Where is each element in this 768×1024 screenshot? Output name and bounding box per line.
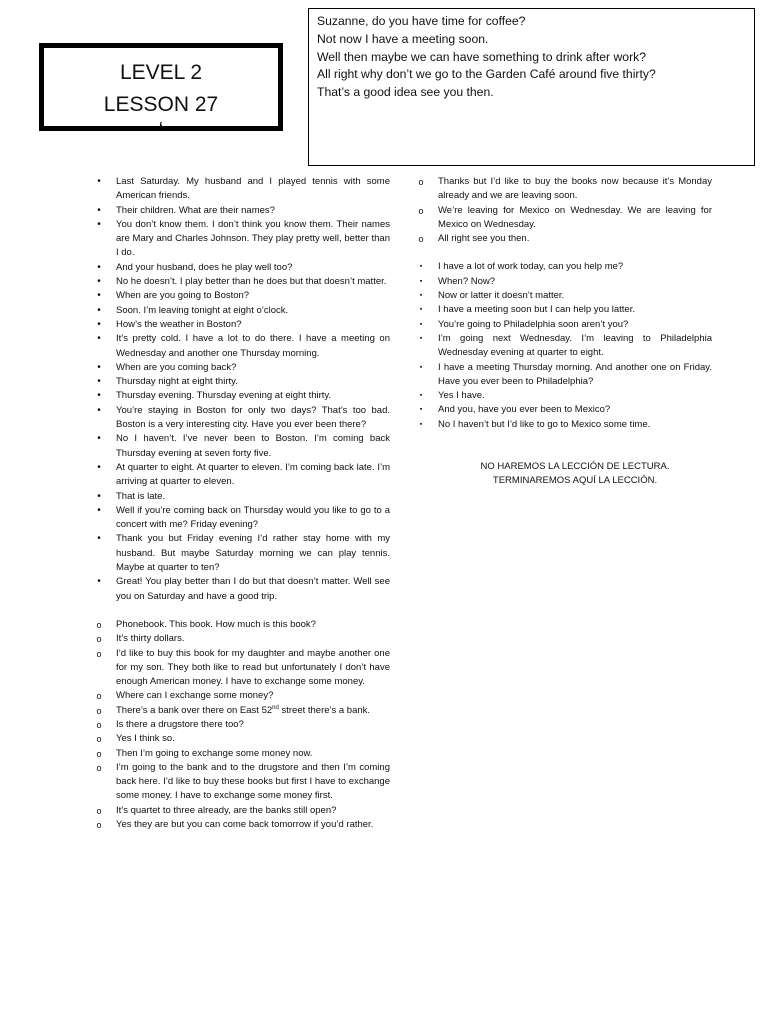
list-item: o Thanks but I’d like to buy the books now because it’s Monday already and we are leaving soon.: [414, 175, 712, 204]
circle-marker: o: [96, 691, 102, 702]
list-item: • Soon. I’m leaving tonight at eight o’clock.: [92, 304, 390, 318]
bullet-marker: •: [97, 404, 101, 416]
bullet-marker: •: [97, 433, 101, 445]
intro-line: Well then maybe we can have something to drink after work?: [317, 49, 647, 64]
bullet-marker: •: [97, 261, 101, 273]
list-item: • You don’t know them. I don’t think you know them. Their names are Mary and Charles Johnson. They play pretty well, better than I do.: [92, 218, 390, 261]
list-item: • It’s pretty cold. I have a lot to do there. I have a meeting on Wednesday and another one Thursday morning.: [92, 332, 390, 361]
bullet-marker: •: [97, 461, 101, 473]
intro-line: That’s a good idea see you then.: [317, 85, 494, 100]
lesson-heading: LESSON 27: [103, 93, 219, 116]
list-item: o I’m going to the bank and to the drugstore and then I’m coming back here. I’d like to buy these books but first I have to exchange some money. I have to exchange some money first.: [92, 761, 390, 804]
circle-marker: o: [418, 205, 424, 216]
list-item: o There’s a bank over there on East 52nd street there’s a bank.: [92, 704, 390, 718]
square-marker: ▪: [419, 334, 423, 342]
list-item: ▪ I have a lot of work today, can you help me?: [414, 260, 712, 274]
list-item: ▪ Now or latter it doesn’t matter.: [414, 289, 712, 303]
circle-marker: o: [96, 705, 102, 716]
books-dialog-list: [92, 618, 390, 832]
bullet-marker: •: [97, 290, 101, 302]
list-item: • Last Saturday. My husband and I played tennis with some American friends.: [92, 175, 390, 204]
circle-marker: o: [418, 177, 424, 187]
lesson-title-box: [39, 43, 283, 131]
list-item: • That is late.: [92, 490, 390, 504]
list-item: o Yes they are but you can come back tomorrow if you’d rather.: [92, 818, 390, 832]
intro-line: All right why don’t we go to the Garden Café around five thirty?: [317, 67, 656, 82]
list-item: • Their children. What are their names?: [92, 204, 390, 218]
list-item: o Then I’m going to exchange some money now.: [92, 747, 390, 761]
philadelphia-dialog-list: [414, 260, 712, 432]
list-item: o Phonebook. This book. How much is this book?: [92, 618, 390, 632]
square-marker: ▪: [419, 263, 423, 271]
closing-note: [414, 460, 712, 489]
list-item: • When are you coming back?: [92, 361, 390, 375]
square-marker: ▪: [419, 292, 423, 300]
circle-marker: o: [96, 734, 102, 745]
list-item: o Is there a drugstore there too?: [92, 718, 390, 732]
list-item: ▪ When? Now?: [414, 275, 712, 289]
bullet-marker: •: [97, 390, 101, 402]
intro-dialog-box: [308, 8, 755, 166]
left-column: [92, 175, 390, 832]
bullet-marker: •: [97, 376, 101, 388]
bullet-marker: •: [97, 304, 101, 316]
bullet-marker: •: [97, 276, 101, 288]
intro-line: Not now I have a meeting soon.: [317, 31, 489, 46]
list-item: • No he doesn’t. I play better than he does but that doesn’t matter.: [92, 275, 390, 289]
list-item: • When are you going to Boston?: [92, 289, 390, 303]
circle-marker: o: [96, 820, 102, 831]
circle-marker: o: [96, 805, 102, 816]
list-item: ▪ No I haven’t but I’d like to go to Mexico some time.: [414, 418, 712, 432]
list-item: • Well if you’re coming back on Thursday would you like to go to a concert with me? Friday evening?: [92, 504, 390, 533]
circle-marker: o: [96, 634, 102, 645]
closing-note-line: NO HAREMOS LA LECCIÓN DE LECTURA.: [480, 461, 670, 473]
bullet-marker: •: [97, 318, 101, 330]
circle-marker: o: [96, 748, 102, 759]
circle-marker: o: [96, 619, 102, 630]
list-item: • Thursday evening. Thursday evening at eight thirty.: [92, 389, 390, 403]
list-item: • Great! You play better than I do but that doesn’t matter. Well see you on Saturday and have a good trip.: [92, 575, 390, 604]
list-item: o All right see you then.: [414, 232, 712, 246]
square-marker: ▪: [419, 392, 423, 400]
list-item: o Where can I exchange some money?: [92, 689, 390, 703]
circle-marker: o: [96, 719, 102, 730]
list-item: • No I haven’t. I’ve never been to Boston. I’m coming back Thursday evening at seven forty five.: [92, 432, 390, 461]
list-item: • Thursday night at eight thirty.: [92, 375, 390, 389]
closing-note-line: TERMINAREMOS AQUÍ LA LECCIÓN.: [492, 475, 658, 487]
list-item: ▪ I have a meeting Thursday morning. And another one on Friday. Have you ever been to Philadelphia?: [414, 361, 712, 390]
list-item: • You’re staying in Boston for only two days? That’s too bad. Boston is a very interesting city. Have you ever been there?: [92, 404, 390, 433]
list-item: • And your husband, does he play well too?: [92, 261, 390, 275]
bullet-marker: •: [97, 204, 101, 216]
circle-marker: o: [418, 234, 424, 245]
list-item: ▪ And you, have you ever been to Mexico?: [414, 403, 712, 417]
list-item: o It’s quartet to three already, are the banks still open?: [92, 804, 390, 818]
list-item: • Thank you but Friday evening I’d rather stay home with my husband. But maybe Saturday morning we can play tennis. Maybe at quarter to ten?: [92, 532, 390, 575]
list-item: ▪ Yes I have.: [414, 389, 712, 403]
list-item: • At quarter to eight. At quarter to eleven. I’m coming back late. I’m arriving at quarter to eleven.: [92, 461, 390, 490]
list-item: ▪ I have a meeting soon but I can help you latter.: [414, 303, 712, 317]
bullet-marker: •: [97, 176, 101, 187]
list-item: ▪ I’m going next Wednesday. I’m leaving to Philadelphia Wednesday evening at quarter to eight.: [414, 332, 712, 361]
square-marker: ▪: [419, 420, 423, 428]
list-item: • How’s the weather in Boston?: [92, 318, 390, 332]
bullet-marker: •: [97, 490, 101, 502]
list-item: o Yes I think so.: [92, 732, 390, 746]
circle-marker: o: [96, 648, 102, 659]
intro-line: Suzanne, do you have time for coffee?: [317, 14, 526, 28]
circle-marker: o: [96, 762, 102, 773]
list-item: o We’re leaving for Mexico on Wednesday. We are leaving for Mexico on Wednesday.: [414, 204, 712, 233]
list-item: o I’d like to buy this book for my daughter and maybe another one for my son. They both like to read but unfortunately I don’t have enough American money. I have to exchange some money.: [92, 647, 390, 690]
clipped-mark: ʻ: [158, 119, 164, 131]
square-marker: ▪: [419, 406, 423, 414]
bullet-marker: •: [97, 333, 101, 345]
square-marker: ▪: [419, 306, 423, 314]
square-marker: ▪: [419, 320, 423, 328]
right-column: [414, 175, 712, 489]
bullet-marker: •: [97, 218, 101, 230]
bullet-marker: •: [97, 533, 101, 545]
square-marker: ▪: [419, 363, 423, 371]
square-marker: ▪: [419, 277, 423, 285]
bullet-marker: •: [97, 361, 101, 373]
books-dialog-continued-list: [414, 175, 712, 246]
list-item: ▪ You’re going to Philadelphia soon aren’t you?: [414, 318, 712, 332]
bullet-marker: •: [97, 504, 101, 516]
boston-dialog-list: [92, 175, 390, 604]
list-item: o It’s thirty dollars.: [92, 632, 390, 646]
level-heading: LEVEL 2: [119, 61, 203, 84]
bullet-marker: •: [97, 576, 101, 588]
